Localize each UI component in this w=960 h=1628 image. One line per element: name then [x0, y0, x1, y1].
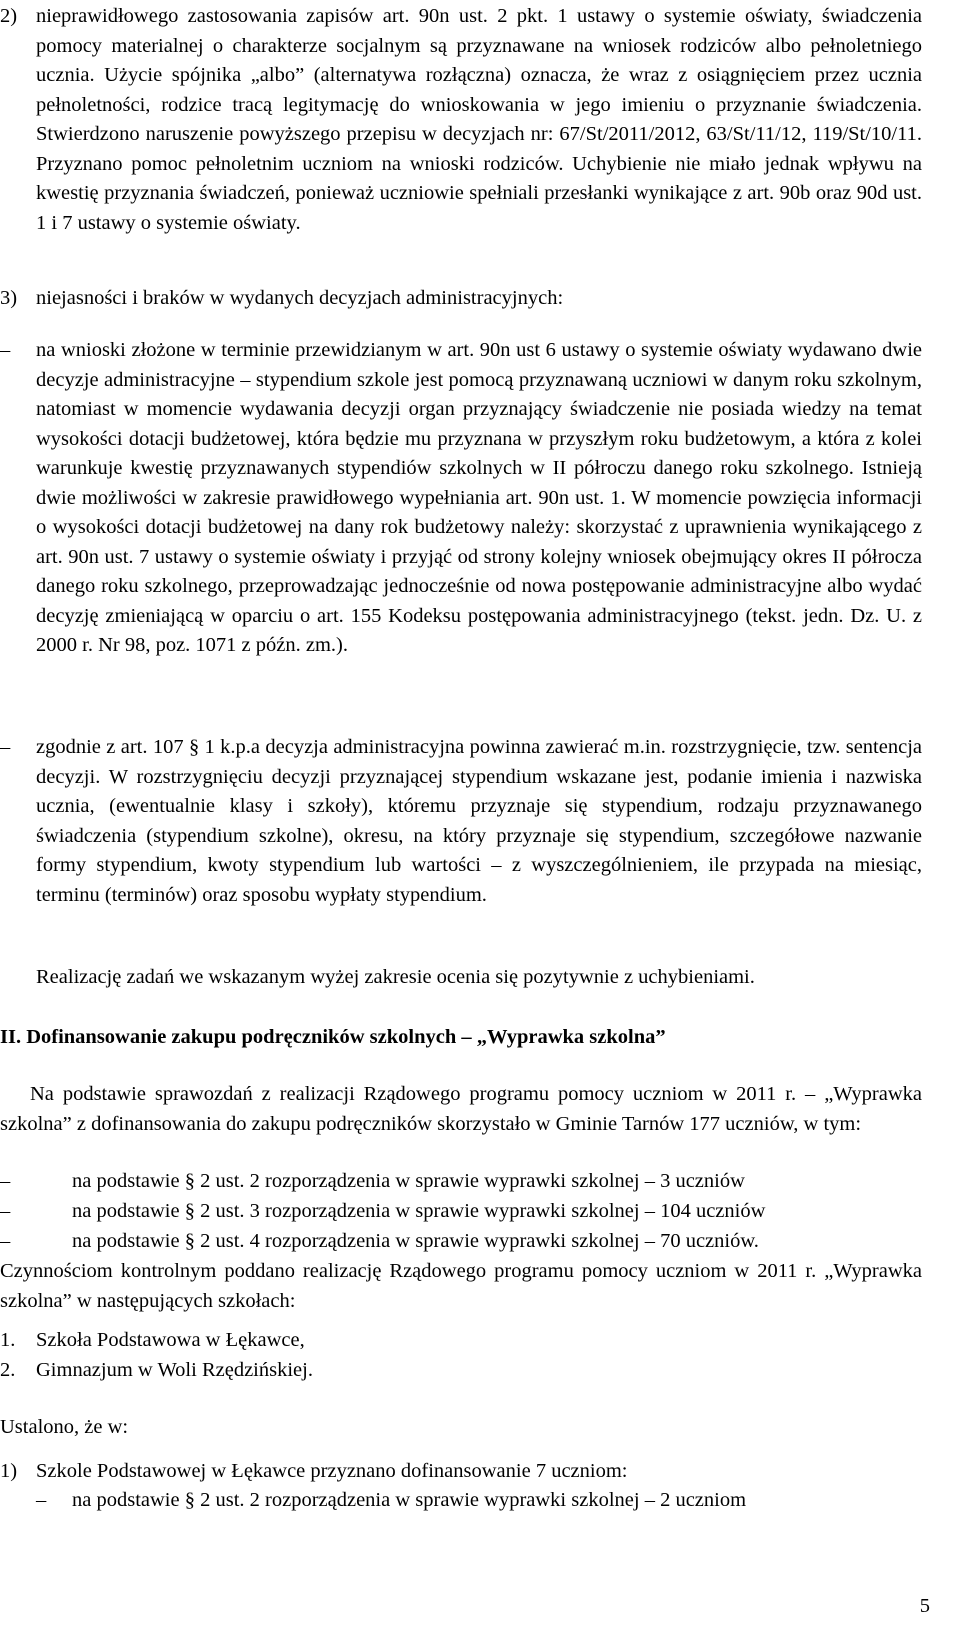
bullet-text: zgodnie z art. 107 § 1 k.p.a decyzja administracyjna powinna zawierać m.in. rozstrzygnięcie, tzw. sentencja decyzji. W rozstrzygnięciu decyzji przyznającej stypendium wskazane jest, podanie imienia i nazwiska ucznia, (ewentualnie klasy i szkoły), któremu przyznaje się stypendium, rodzaju przyznawanego świadczenia (stypendium szkolne), okresu, na który przyznaje się stypendium, szczegółowe nazwanie formy stypendium, kwoty stypendium lub wartości – z wyszczególnieniem, ile przypada na miesiąc, terminu (terminów) oraz sposobu wypłaty stypendium. [36, 736, 922, 906]
finding-item [0, 1457, 922, 1487]
dash-marker: – [0, 1230, 11, 1252]
item-text: niejasności i braków w wydanych decyzjach administracyjnych: [36, 287, 564, 309]
school-name: Szkoła Podstawowa w Łękawce, [36, 1329, 305, 1351]
finding-subtext: na podstawie § 2 ust. 2 rozporządzenia w sprawie wyprawki szkolnej – 2 uczniom [72, 1489, 747, 1511]
section-2-item [0, 2, 922, 238]
item-number: 2. [0, 1359, 16, 1381]
breakdown-text: na podstawie § 2 ust. 4 rozporządzenia w sprawie wyprawki szkolnej – 70 uczniów. [72, 1230, 759, 1252]
school-item [0, 1326, 922, 1356]
page-number: 5 [919, 1595, 930, 1617]
item-number: 3) [0, 287, 18, 309]
item-text: nieprawidłowego zastosowania zapisów art. 90n ust. 2 pkt. 1 ustawy o systemie oświaty, świadczenia pomocy materialnej o charakterze socjalnym są przyznawane na wniosek rodziców albo pełnoletniego ucznia. Użycie spójnika „albo” (alternatywa rozłączna) oznacza, że wraz z osiągnięciem przez ucznia pełnoletności, rodzice tracą legitymację do wnioskowania w jego imieniu o przyznanie świadczenia. Stwierdzono naruszenie powyższego przepisu w decyzjach nr: 67/St/2011/2012, 63/St/11/12, 119/St/10/11. Przyznano pomoc pełnoletnim uczniom na wnioski rodziców. Uchybienie nie miało jednak wpływu na kwestię przyznania świadczeń, ponieważ uczniowie spełniali przesłanki wynikające z art. 90b oraz 90d ust. 1 i 7 ustawy o systemie oświaty. [36, 5, 922, 234]
breakdown-text: na podstawie § 2 ust. 2 rozporządzenia w sprawie wyprawki szkolnej – 3 uczniów [72, 1170, 745, 1192]
item-number: 1) [0, 1460, 18, 1482]
dash-marker: – [0, 736, 11, 758]
item-number: 2) [0, 5, 18, 27]
section-3-bullet [0, 733, 922, 910]
section-3-item [0, 284, 922, 314]
finding-text: Szkole Podstawowej w Łękawce przyznano dofinansowanie 7 uczniom: [36, 1460, 628, 1482]
breakdown-item [0, 1227, 922, 1257]
breakdown-text: na podstawie § 2 ust. 3 rozporządzenia w sprawie wyprawki szkolnej – 104 uczniów [72, 1200, 766, 1222]
item-number: 1. [0, 1329, 16, 1351]
dash-marker: – [0, 1200, 11, 1222]
school-item [0, 1356, 922, 1386]
breakdown-item [0, 1197, 922, 1227]
finding-subitem [0, 1486, 922, 1516]
intro-paragraph: Na podstawie sprawozdań z realizacji Rządowego programu pomocy uczniom w 2011 r. – „Wyprawka szkolna” z dofinansowania do zakupu podręczników skorzystało w Gminie Tarnów 177 uczniów, w tym: [0, 1083, 922, 1135]
established-text: Ustalono, że w: [0, 1416, 129, 1438]
section-heading: II. Dofinansowanie zakupu podręczników szkolnych – „Wyprawka szkolna” [0, 1026, 666, 1048]
assessment-text: Realizację zadań we wskazanym wyżej zakresie ocenia się pozytywnie z uchybieniami. [36, 966, 755, 988]
dash-marker: – [0, 1170, 11, 1192]
bullet-text: na wnioski złożone w terminie przewidzianym w art. 90n ust 6 ustawy o systemie oświaty wydawano dwie decyzje administracyjne – stypendium szkole jest pomocą przyznawaną uczniowi w danym roku szkolnym, natomiast w momencie wydawania decyzji organ przyznający świadczenie nie posiada wiedzy na temat wysokości dotacji budżetowej, która będzie mu przyznana w przyszłym roku budżetowym, a która z kolei warunkuje kwestię przyznawanych stypendiów szkolnych w II półroczu danego roku szkolnego. Istnieją dwie możliwości w zakresie prawidłowego wypełniania art. 90n ust. 1. W momencie powzięcia informacji o wysokości dotacji budżetowej na dany rok budżetowy należy: skorzystać z uprawnienia wynikającego z art. 90n ust. 7 ustawy o systemie oświaty i przyjąć od strony kolejny wniosek obejmujący okres II półrocza danego roku szkolnego, przeprowadzając jednocześnie od nowa postępowanie administracyjne albo wydać decyzję zmieniającą w oparciu o art. 155 Kodeksu postępowania administracyjnego (tekst. jedn. Dz. U. z 2000 r. Nr 98, poz. 1071 z późn. zm.). [36, 339, 922, 656]
breakdown-item [0, 1167, 922, 1197]
dash-marker: – [0, 339, 11, 361]
control-paragraph: Czynnościom kontrolnym poddano realizację Rządowego programu pomocy uczniom w 2011 r. „Wyprawka szkolna” w następujących szkołach: [0, 1260, 922, 1312]
school-name: Gimnazjum w Woli Rzędzińskiej. [36, 1359, 313, 1381]
section-3-bullet [0, 336, 922, 661]
dash-marker: – [36, 1489, 47, 1511]
